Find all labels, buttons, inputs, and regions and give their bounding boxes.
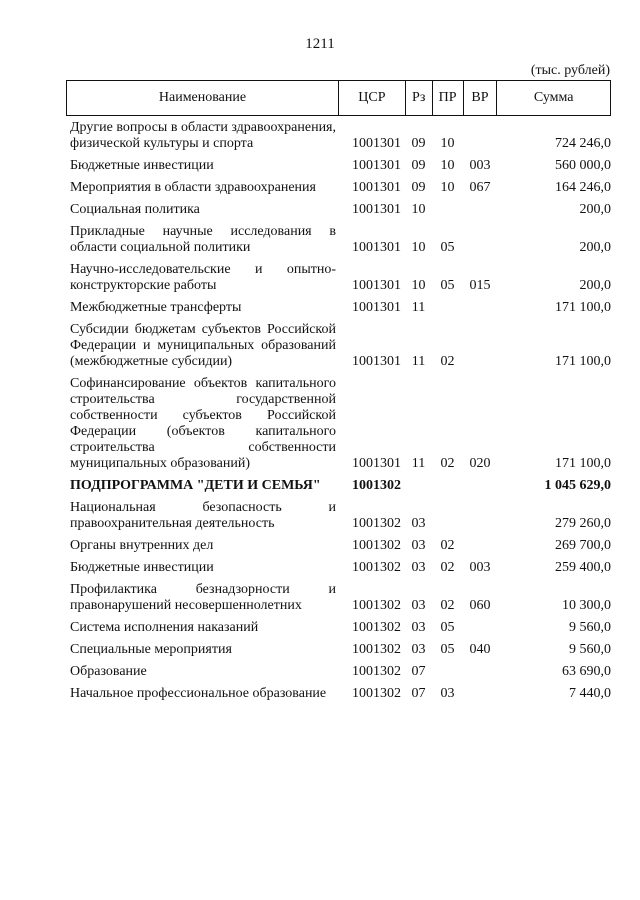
row-name: Социальная политика <box>70 202 200 217</box>
row-csr: 1001301 <box>352 456 401 471</box>
row-name: Начальное профессиональное образование <box>70 686 327 701</box>
row-sum: 171 100,0 <box>555 354 611 369</box>
row-csr: 1001302 <box>352 686 401 701</box>
table-row <box>66 582 611 614</box>
row-csr: 1001302 <box>352 642 401 657</box>
row-sum: 1 045 629,0 <box>544 478 611 493</box>
row-rz: 11 <box>411 300 426 315</box>
row-sum: 164 246,0 <box>555 180 611 195</box>
row-vr: 040 <box>469 642 491 657</box>
row-sum: 9 560,0 <box>569 642 611 657</box>
table-row <box>66 202 611 218</box>
row-vr: 060 <box>469 598 491 613</box>
row-pr: 03 <box>440 686 455 701</box>
row-name: Другие вопросы в области здравоохранения, физической культуры и спорта <box>70 120 336 151</box>
row-vr: 015 <box>469 278 491 293</box>
table-row <box>66 538 611 554</box>
table-row <box>66 180 611 196</box>
row-pr: 02 <box>440 598 455 613</box>
row-csr: 1001301 <box>352 300 401 315</box>
header-sum: Сумма <box>496 81 610 115</box>
row-csr: 1001301 <box>352 278 401 293</box>
row-rz: 07 <box>411 686 426 701</box>
row-pr: 02 <box>440 560 455 575</box>
row-rz: 03 <box>411 620 426 635</box>
row-name: Национальная безопасность и правоохранительная деятельность <box>70 500 336 531</box>
table-row <box>66 560 611 576</box>
row-csr: 1001302 <box>352 598 401 613</box>
table-row <box>66 500 611 532</box>
row-name: Бюджетные инвестиции <box>70 158 214 173</box>
table-header <box>66 80 611 116</box>
row-name: Бюджетные инвестиции <box>70 560 214 575</box>
row-pr: 05 <box>440 620 455 635</box>
table-row <box>66 686 611 702</box>
row-rz: 11 <box>411 354 426 369</box>
row-sum: 269 700,0 <box>555 538 611 553</box>
row-vr: 003 <box>469 560 491 575</box>
row-vr: 020 <box>469 456 491 471</box>
row-rz: 03 <box>411 642 426 657</box>
row-pr: 10 <box>440 158 455 173</box>
row-sum: 279 260,0 <box>555 516 611 531</box>
row-name: Межбюджетные трансферты <box>70 300 242 315</box>
row-rz: 09 <box>411 158 426 173</box>
table-row <box>66 262 611 294</box>
table-row <box>66 300 611 316</box>
budget-table <box>66 80 611 702</box>
row-rz: 03 <box>411 538 426 553</box>
row-pr: 10 <box>440 136 455 151</box>
header-pr: ПР <box>432 81 463 115</box>
row-sum: 10 300,0 <box>562 598 611 613</box>
row-sum: 63 690,0 <box>562 664 611 679</box>
row-csr: 1001301 <box>352 158 401 173</box>
row-csr: 1001301 <box>352 240 401 255</box>
row-pr: 10 <box>440 180 455 195</box>
row-csr: 1001302 <box>352 560 401 575</box>
table-row <box>66 664 611 680</box>
row-rz: 03 <box>411 516 426 531</box>
row-vr: 003 <box>469 158 491 173</box>
row-pr: 02 <box>440 354 455 369</box>
table-row <box>66 478 611 494</box>
row-name: Органы внутренних дел <box>70 538 214 553</box>
row-csr: 1001302 <box>352 664 401 679</box>
row-sum: 7 440,0 <box>569 686 611 701</box>
table-row <box>66 120 611 152</box>
table-row <box>66 224 611 256</box>
row-csr: 1001302 <box>352 538 401 553</box>
row-csr: 1001301 <box>352 136 401 151</box>
row-csr: 1001302 <box>352 478 401 493</box>
table-row <box>66 322 611 370</box>
table-row <box>66 620 611 636</box>
row-sum: 259 400,0 <box>555 560 611 575</box>
row-sum: 171 100,0 <box>555 456 611 471</box>
page-number: 1211 <box>305 36 335 52</box>
row-sum: 200,0 <box>579 240 611 255</box>
row-rz: 10 <box>411 240 426 255</box>
row-sum: 9 560,0 <box>569 620 611 635</box>
row-csr: 1001301 <box>352 354 401 369</box>
row-sum: 560 000,0 <box>555 158 611 173</box>
row-name: Мероприятия в области здравоохранения <box>70 180 316 195</box>
row-name: Специальные мероприятия <box>70 642 232 657</box>
row-name: Прикладные научные исследования в области социальной политики <box>70 224 336 255</box>
row-rz: 11 <box>411 456 426 471</box>
row-csr: 1001301 <box>352 180 401 195</box>
row-sum: 200,0 <box>579 202 611 217</box>
row-pr: 05 <box>440 642 455 657</box>
header-csr: ЦСР <box>338 81 405 115</box>
row-name: ПОДПРОГРАММА "ДЕТИ И СЕМЬЯ" <box>70 478 321 493</box>
row-csr: 1001301 <box>352 202 401 217</box>
row-rz: 10 <box>411 278 426 293</box>
table-row <box>66 158 611 174</box>
row-csr: 1001302 <box>352 516 401 531</box>
row-vr: 067 <box>469 180 491 195</box>
row-rz: 09 <box>411 136 426 151</box>
row-sum: 171 100,0 <box>555 300 611 315</box>
row-name: Научно-исследовательские и опытно-конструкторские работы <box>70 262 336 293</box>
row-pr: 02 <box>440 456 455 471</box>
row-sum: 200,0 <box>579 278 611 293</box>
row-sum: 724 246,0 <box>555 136 611 151</box>
row-pr: 05 <box>440 240 455 255</box>
units-label: (тыс. рублей) <box>530 63 610 78</box>
row-pr: 02 <box>440 538 455 553</box>
row-rz: 03 <box>411 598 426 613</box>
row-rz: 09 <box>411 180 426 195</box>
header-vr: ВР <box>463 81 497 115</box>
row-name: Субсидии бюджетам субъектов Российской Федерации и муниципальных образований (межбюджетные субсидии) <box>70 322 336 369</box>
table-row <box>66 642 611 658</box>
row-rz: 10 <box>411 202 426 217</box>
table-body <box>66 120 611 702</box>
row-name: Образование <box>70 664 147 679</box>
row-rz: 03 <box>411 560 426 575</box>
row-rz: 07 <box>411 664 426 679</box>
row-pr: 05 <box>440 278 455 293</box>
row-name: Софинансирование объектов капитального строительства государственной собственности субъектов Российской Федерации (объектов капитального строительства собственности муниципальных образований) <box>70 376 336 471</box>
header-name: Наименование <box>158 90 247 105</box>
table-row <box>66 376 611 472</box>
row-csr: 1001302 <box>352 620 401 635</box>
row-name: Система исполнения наказаний <box>70 620 259 635</box>
header-rz: Рз <box>405 81 432 115</box>
row-name: Профилактика безнадзорности и правонарушений несовершеннолетних <box>70 582 336 613</box>
